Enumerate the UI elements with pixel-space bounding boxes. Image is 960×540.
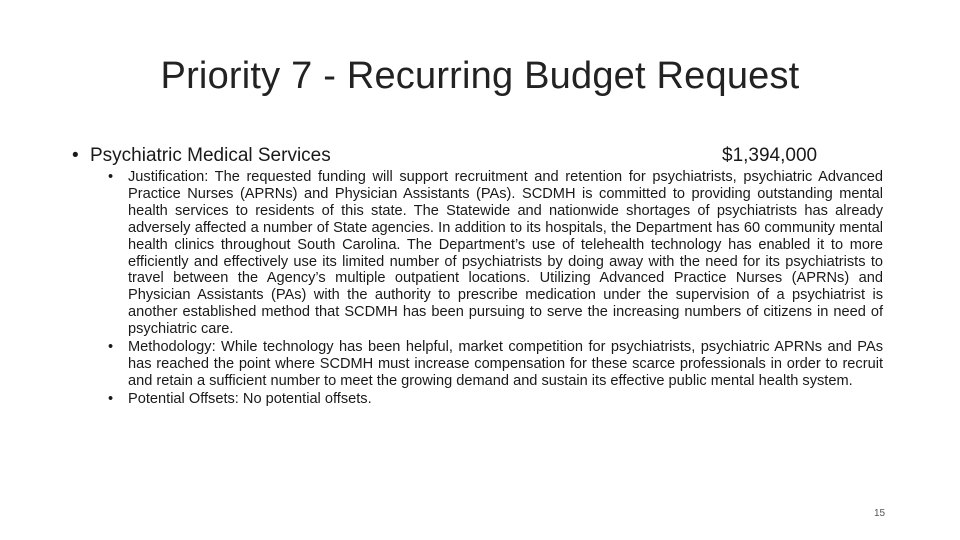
bullet-dot-icon: •	[108, 390, 114, 407]
page-number: 15	[874, 508, 886, 519]
methodology-item	[108, 339, 883, 390]
potential-offsets-text: Potential Offsets: No potential offsets.	[128, 390, 372, 407]
budget-amount: $1,394,000	[722, 145, 818, 166]
sub-bullet-list	[108, 169, 883, 409]
bullet-dot-icon: •	[108, 169, 114, 185]
bullet-dot-icon: •	[72, 145, 79, 166]
main-bullet-label: Psychiatric Medical Services	[90, 145, 331, 166]
justification-text: Justification: The requested funding will support recruitment and retention for psychiatrists, psychiatric Advanced Practice Nurses (APRNs) and Physician Assistants (PAs). SCDMH is committed to providing outstanding mental health services to residents of this state. The Statewide and nationwide shortages of psychiatrists has already adversely affected a number of State agencies. In addition to its hospitals, the Department has 60 community mental health clinics throughout South Carolina. The Department’s use of telehealth technology has enabled it to more efficiently and effectively use its limited number of psychiatrists by doing away with the need for its psychiatrists to travel between the Agency’s multiple outpatient locations. Utilizing Advanced Practice Nurses (APRNs) and Physician Assistants (PAs) with the authority to prescribe medication under the supervision of a psychiatrist is another established method that SCDMH has been pursuing to serve the increasing numbers of citizens in need of psychiatric care.	[128, 169, 883, 338]
methodology-text: Methodology: While technology has been helpful, market competition for psychiatrists, psychiatric APRNs and PAs has reached the point where SCDMH must increase compensation for these scarce professionals in order to recruit and retain a sufficient number to meet the growing demand and sustain its effective public mental health system.	[128, 339, 883, 389]
main-bullet-item	[72, 143, 852, 169]
slide-title: Priority 7 - Recurring Budget Request	[160, 55, 800, 97]
potential-offsets-item	[108, 391, 883, 408]
justification-item	[108, 169, 883, 338]
bullet-dot-icon: •	[108, 339, 114, 356]
